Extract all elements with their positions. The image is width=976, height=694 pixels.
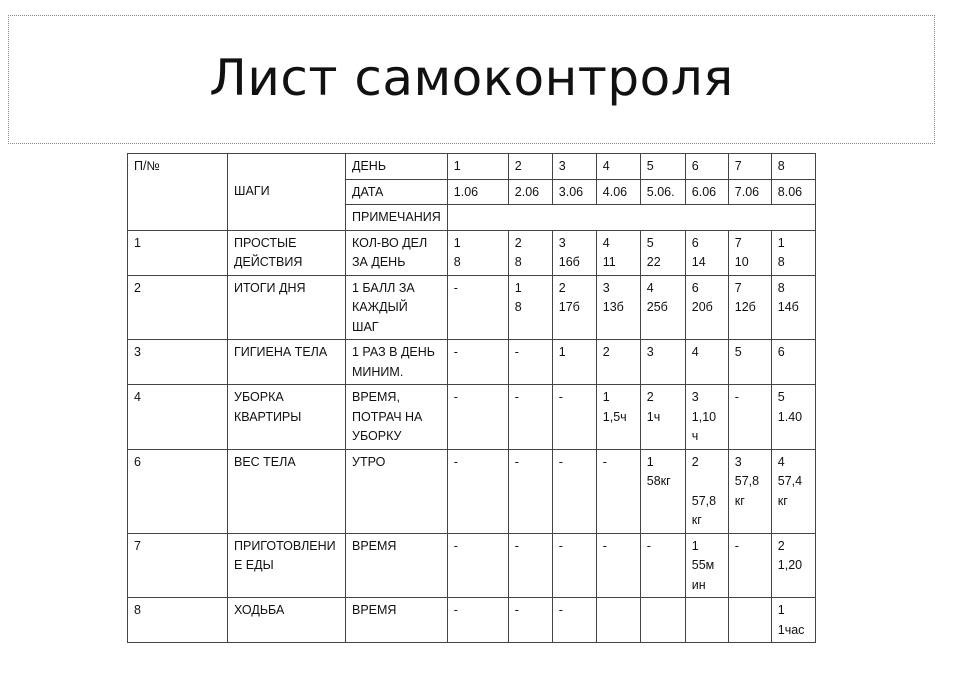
- cell-text: 2: [514, 235, 522, 250]
- header-notes-blank: [447, 205, 508, 231]
- row-number: 3: [134, 345, 141, 359]
- cell-text: -: [453, 603, 458, 617]
- cell-text: 4: [602, 235, 610, 250]
- cell-text: -: [734, 538, 739, 553]
- cell-text: 3: [734, 454, 742, 469]
- step-note-cell: [346, 230, 448, 275]
- cell-text: 4: [646, 280, 654, 295]
- header-notes-blank: [771, 205, 815, 231]
- header-date-label: ДАТА: [352, 184, 384, 199]
- day-value-cell: [685, 598, 728, 643]
- header-day-label: ДЕНЬ: [352, 159, 387, 173]
- day-value-cell: [596, 340, 640, 385]
- day-value-cell: [447, 275, 508, 340]
- cell-text: 3: [646, 345, 654, 359]
- cell-text: -: [453, 454, 458, 469]
- cell-text: 17б: [558, 300, 580, 314]
- header-day-label-cell: [346, 154, 448, 180]
- cell-text: ин: [691, 577, 706, 592]
- cell-text: -: [514, 603, 519, 617]
- day-value-cell: [640, 230, 685, 275]
- header-date-cell: [640, 179, 685, 205]
- day-value-cell: [728, 533, 771, 598]
- header-day-cell: [508, 154, 552, 180]
- cell-text: 55м: [691, 558, 715, 572]
- step-note-cell: [346, 533, 448, 598]
- cell-text: [692, 472, 722, 492]
- day-value-cell: [685, 275, 728, 340]
- date-value: 8.06: [777, 184, 803, 199]
- cell-text: кг: [691, 513, 702, 527]
- cell-text: 1: [777, 235, 785, 250]
- cell-text: 1,10: [691, 409, 717, 424]
- cell-text: ЗА ДЕНЬ: [352, 255, 406, 269]
- cell-text: УБОРКА: [234, 390, 284, 404]
- cell-text: -: [602, 454, 607, 469]
- cell-text: ч: [691, 429, 699, 443]
- cell-text: -: [558, 603, 563, 617]
- self-control-table: [127, 153, 816, 643]
- cell-text: 1ч: [646, 409, 661, 424]
- cell-text: 8: [514, 300, 522, 314]
- row-number: 4: [134, 390, 141, 404]
- header-row-day: [128, 154, 816, 180]
- table-row: [128, 449, 816, 533]
- header-steps-cell-end: [228, 205, 346, 231]
- header-steps-cell-cont: [228, 179, 346, 205]
- day-value-cell: [685, 533, 728, 598]
- day-value-cell: [447, 230, 508, 275]
- date-value: 7.06: [734, 184, 760, 199]
- cell-text: 3: [602, 280, 610, 295]
- day-value-cell: [508, 533, 552, 598]
- row-number: 1: [134, 235, 141, 250]
- header-no-cell-end: [128, 205, 228, 231]
- row-number: 6: [134, 454, 141, 469]
- header-no-cell-cont: [128, 179, 228, 205]
- row-number-cell: [128, 598, 228, 643]
- cell-text: 3: [558, 235, 566, 250]
- day-value-cell: [508, 449, 552, 533]
- cell-text: 16б: [558, 255, 580, 269]
- day-value-cell: [596, 598, 640, 643]
- cell-text: КВАРТИРЫ: [234, 409, 302, 424]
- cell-text: 6: [777, 345, 785, 359]
- cell-text: ПРИГОТОВЛЕНИ: [234, 538, 336, 553]
- day-value-cell: [447, 533, 508, 598]
- cell-text: 2: [558, 280, 566, 295]
- day-value-cell: [552, 340, 596, 385]
- step-name-cell: [228, 533, 346, 598]
- header-date-cell: [771, 179, 815, 205]
- day-value-cell: [552, 533, 596, 598]
- day-value-cell: [771, 533, 815, 598]
- cell-text: 5: [777, 390, 785, 404]
- header-row-date: [128, 179, 816, 205]
- day-number: 6: [691, 159, 699, 173]
- header-day-cell: [771, 154, 815, 180]
- day-number: 7: [734, 159, 742, 173]
- cell-text: -: [514, 538, 519, 553]
- day-value-cell: [596, 449, 640, 533]
- day-number: 2: [514, 159, 522, 173]
- cell-text: ШАГ: [352, 319, 379, 334]
- cell-text: 14: [691, 255, 706, 269]
- header-date-label-cell: [346, 179, 448, 205]
- cell-text: КАЖДЫЙ: [352, 300, 408, 314]
- header-notes-blank: [596, 205, 640, 231]
- cell-text: 57,8: [734, 474, 760, 488]
- day-value-cell: [447, 385, 508, 450]
- cell-text: 57,8: [691, 493, 717, 508]
- cell-text: 1 БАЛЛ ЗА: [352, 280, 415, 295]
- header-day-cell: [596, 154, 640, 180]
- cell-text: -: [514, 454, 519, 469]
- cell-text: 1,5ч: [602, 409, 627, 424]
- cell-text: ИТОГИ ДНЯ: [234, 280, 306, 295]
- day-value-cell: [508, 230, 552, 275]
- header-date-cell: [728, 179, 771, 205]
- header-day-cell: [552, 154, 596, 180]
- cell-text: -: [734, 390, 739, 404]
- cell-text: 1,20: [777, 558, 803, 572]
- cell-text: -: [558, 390, 563, 404]
- row-number: 8: [134, 603, 141, 617]
- cell-text: 1: [646, 454, 654, 469]
- cell-text: 1: [514, 280, 522, 295]
- cell-text: кг: [734, 493, 745, 508]
- day-value-cell: [728, 230, 771, 275]
- cell-text: 13б: [602, 300, 624, 314]
- cell-text: ПОТРАЧ НА: [352, 409, 423, 424]
- day-value-cell: [728, 275, 771, 340]
- cell-text: 58кг: [646, 474, 671, 488]
- header-date-cell: [596, 179, 640, 205]
- cell-text: 57,4: [777, 474, 803, 488]
- day-value-cell: [447, 449, 508, 533]
- day-value-cell: [685, 230, 728, 275]
- table-row: [128, 340, 816, 385]
- cell-text: УБОРКУ: [352, 429, 402, 443]
- day-value-cell: [640, 340, 685, 385]
- day-value-cell: [508, 598, 552, 643]
- cell-text: Е ЕДЫ: [234, 558, 274, 572]
- day-number: 4: [602, 159, 610, 173]
- table-row: [128, 275, 816, 340]
- day-value-cell: [728, 340, 771, 385]
- header-notes-blank: [728, 205, 771, 231]
- day-value-cell: [552, 385, 596, 450]
- header-no-cell: [128, 154, 228, 180]
- day-value-cell: [771, 340, 815, 385]
- cell-text: 1: [602, 390, 610, 404]
- cell-text: -: [453, 345, 458, 359]
- cell-text: -: [514, 345, 519, 359]
- date-value: 3.06: [558, 184, 584, 199]
- table-row: [128, 598, 816, 643]
- row-number: 2: [134, 280, 141, 295]
- day-value-cell: [552, 449, 596, 533]
- cell-text: ВРЕМЯ,: [352, 390, 400, 404]
- header-day-cell: [447, 154, 508, 180]
- title-box: [8, 15, 935, 144]
- cell-text: 1: [777, 603, 785, 617]
- cell-text: 14б: [777, 300, 799, 314]
- cell-text: -: [453, 280, 458, 295]
- cell-text: 11: [602, 255, 616, 269]
- row-number-cell: [128, 385, 228, 450]
- day-value-cell: [771, 385, 815, 450]
- cell-text: 8: [514, 255, 522, 269]
- header-no-label: П/№: [134, 159, 160, 173]
- cell-text: 1час: [777, 622, 805, 637]
- step-name-cell: [228, 230, 346, 275]
- day-value-cell: [771, 230, 815, 275]
- day-value-cell: [685, 340, 728, 385]
- cell-text: КОЛ-ВО ДЕЛ: [352, 235, 428, 250]
- header-notes-label-cell: [346, 205, 448, 231]
- cell-text: УТРО: [352, 454, 386, 469]
- day-value-cell: [771, 275, 815, 340]
- day-value-cell: [552, 275, 596, 340]
- step-note-cell: [346, 385, 448, 450]
- cell-text: ВЕС ТЕЛА: [234, 454, 296, 469]
- cell-text: -: [558, 538, 563, 553]
- step-note-cell: [346, 275, 448, 340]
- row-number: 7: [134, 538, 141, 553]
- day-number: 1: [453, 159, 461, 173]
- cell-text: 7: [734, 235, 742, 250]
- header-row-notes: [128, 205, 816, 231]
- cell-text: 1: [691, 538, 699, 553]
- header-notes-blank: [685, 205, 728, 231]
- cell-text: МИНИМ.: [352, 364, 404, 379]
- day-value-cell: [596, 385, 640, 450]
- cell-text: кг: [777, 493, 788, 508]
- cell-text: -: [558, 454, 563, 469]
- cell-text: 1: [558, 345, 566, 359]
- day-value-cell: [685, 449, 728, 533]
- day-value-cell: [728, 598, 771, 643]
- cell-text: 2: [691, 454, 699, 469]
- page-title: Лист самоконтроля: [209, 48, 734, 107]
- day-value-cell: [640, 533, 685, 598]
- header-date-cell: [508, 179, 552, 205]
- day-value-cell: [508, 385, 552, 450]
- day-value-cell: [728, 449, 771, 533]
- cell-text: ГИГИЕНА ТЕЛА: [234, 345, 328, 359]
- step-note-cell: [346, 598, 448, 643]
- cell-text: 7: [734, 280, 742, 295]
- cell-text: 8: [777, 255, 785, 269]
- cell-text: ХОДЬБА: [234, 603, 285, 617]
- cell-text: ВРЕМЯ: [352, 538, 397, 553]
- cell-text: -: [646, 538, 651, 553]
- cell-text: 1 РАЗ В ДЕНЬ: [352, 345, 435, 359]
- cell-text: 1: [453, 235, 461, 250]
- header-steps-label: ШАГИ: [234, 184, 270, 198]
- day-value-cell: [596, 275, 640, 340]
- cell-text: 25б: [646, 300, 668, 314]
- cell-text: -: [514, 390, 519, 404]
- table-row: [128, 230, 816, 275]
- day-value-cell: [640, 385, 685, 450]
- date-value: 4.06: [602, 184, 628, 199]
- day-value-cell: [508, 340, 552, 385]
- cell-text: 4: [777, 454, 785, 469]
- day-value-cell: [596, 230, 640, 275]
- row-number-cell: [128, 340, 228, 385]
- header-steps-cell: [228, 154, 346, 180]
- cell-text: 6: [691, 280, 699, 295]
- cell-text: 2: [646, 390, 654, 404]
- header-notes-blank: [508, 205, 552, 231]
- step-name-cell: [228, 449, 346, 533]
- day-number: 8: [777, 159, 785, 173]
- cell-text: 22: [646, 255, 661, 269]
- header-day-cell: [685, 154, 728, 180]
- table-row: [128, 385, 816, 450]
- header-notes-blank: [552, 205, 596, 231]
- cell-text: 2: [602, 345, 610, 359]
- step-name-cell: [228, 598, 346, 643]
- header-date-cell: [447, 179, 508, 205]
- cell-text: 10: [734, 255, 749, 269]
- cell-text: 20б: [691, 300, 713, 314]
- cell-text: ВРЕМЯ: [352, 603, 397, 617]
- date-value: 1.06: [453, 184, 479, 199]
- header-date-cell: [552, 179, 596, 205]
- date-value: 5.06.: [646, 184, 675, 199]
- row-number-cell: [128, 275, 228, 340]
- step-name-cell: [228, 275, 346, 340]
- step-note-cell: [346, 449, 448, 533]
- row-number-cell: [128, 230, 228, 275]
- day-value-cell: [728, 385, 771, 450]
- day-value-cell: [685, 385, 728, 450]
- day-value-cell: [640, 598, 685, 643]
- day-value-cell: [596, 533, 640, 598]
- cell-text: 3: [691, 390, 699, 404]
- date-value: 2.06: [514, 184, 540, 199]
- cell-text: -: [453, 538, 458, 553]
- day-value-cell: [771, 449, 815, 533]
- day-value-cell: [508, 275, 552, 340]
- cell-text: ДЕЙСТВИЯ: [234, 255, 303, 269]
- cell-text: 8: [777, 280, 785, 295]
- header-day-cell: [728, 154, 771, 180]
- day-value-cell: [552, 598, 596, 643]
- cell-text: 4: [691, 345, 699, 359]
- date-value: 6.06: [691, 184, 717, 199]
- cell-text: 1.40: [777, 409, 803, 424]
- day-value-cell: [640, 449, 685, 533]
- cell-text: -: [602, 538, 607, 553]
- step-name-cell: [228, 340, 346, 385]
- cell-text: 2: [777, 538, 785, 553]
- cell-text: 5: [646, 235, 654, 250]
- cell-text: 5: [734, 345, 742, 359]
- header-notes-label: ПРИМЕЧАНИЯ: [352, 210, 441, 224]
- cell-text: 6: [691, 235, 699, 250]
- day-number: 5: [646, 159, 654, 173]
- row-number-cell: [128, 449, 228, 533]
- day-value-cell: [552, 230, 596, 275]
- day-value-cell: [771, 598, 815, 643]
- cell-text: 12б: [734, 300, 756, 314]
- row-number-cell: [128, 533, 228, 598]
- day-value-cell: [447, 598, 508, 643]
- header-day-cell: [640, 154, 685, 180]
- day-number: 3: [558, 159, 566, 173]
- header-notes-blank: [640, 205, 685, 231]
- header-date-cell: [685, 179, 728, 205]
- table-row: [128, 533, 816, 598]
- cell-text: -: [453, 390, 458, 404]
- day-value-cell: [447, 340, 508, 385]
- cell-text: 8: [453, 255, 461, 269]
- step-note-cell: [346, 340, 448, 385]
- day-value-cell: [640, 275, 685, 340]
- step-name-cell: [228, 385, 346, 450]
- cell-text: ПРОСТЫЕ: [234, 235, 297, 250]
